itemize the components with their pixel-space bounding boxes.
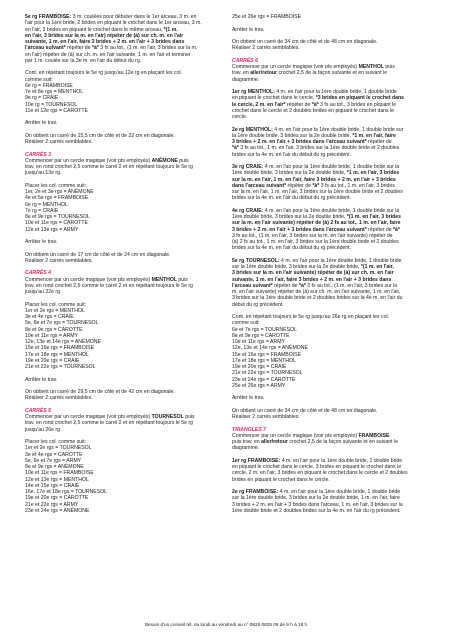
body-text: 23e et 24e rgs = ANÉMONE <box>25 507 90 514</box>
paragraph <box>232 27 429 33</box>
body-text: 4 m. en l'air pour la 1ère double bride, 1 double bride sur la <box>263 207 400 214</box>
body-text: 1er, 2e et 3e rgs = ANÉMONE <box>25 189 94 195</box>
body-text: Placer les col. comme suit: <box>25 182 87 189</box>
paragraph <box>25 133 223 146</box>
text-line <box>232 383 429 389</box>
body-text: 4 m. en l'air pour la 1ère double bride, 1 double bride <box>278 489 401 495</box>
body-text: On obtient un carré de 34 cm de côté et de 48 cm en diagonale. <box>232 39 378 45</box>
body-text: 3e et 4e rgs = CAROTTE <box>25 451 83 458</box>
body-text: cercle, 2 m. en l'air, 3 brides en piquant le crochet dans le cercle et 2 doubles <box>232 470 408 477</box>
section-heading: CARRÉS 4 <box>25 270 51 277</box>
paragraph <box>25 377 223 383</box>
body-text: 8e et 9e rgs = ANÉMONE <box>25 464 84 470</box>
text-line <box>25 239 223 245</box>
body-text: Réaliser 2 carrés semblables. <box>232 45 300 52</box>
paragraph <box>25 70 223 114</box>
body-text: crochet dans le cercle et 2 doubles brides en piquant le crochet dans le <box>232 107 395 114</box>
body-text: 12e et 13e rgs = MENTHOL <box>25 476 89 483</box>
paragraph <box>232 58 429 83</box>
body-text: m. en l'air suivante) répéter de (à) sur ch. m. en l'air suivante, 1 m. en l'air, <box>232 289 401 295</box>
body-text: 14e et 15e rgs = CRAIE <box>25 482 80 489</box>
bold-text: l'arceau suivant* <box>25 45 66 52</box>
bold-text: *1 m. en l'air, 3 brides <box>346 170 400 177</box>
text-line <box>232 477 429 483</box>
body-text: Réaliser 2 carrés semblables. <box>25 257 93 264</box>
bold-text: 4e rg CRAIE: <box>232 207 264 214</box>
body-text: jusqu'au 22e rg. <box>25 289 62 295</box>
body-text: 4 m. en l'air pour la 1ère double bride, 1 double bride sur la <box>263 164 400 170</box>
body-text: 16e, 17e et 18e rgs = TOURNESOL <box>25 489 107 495</box>
body-text: 10e et 11e rgs = ARMY <box>232 339 285 345</box>
bold-text: *(1 m. <box>163 26 178 33</box>
body-text: 19e et 20e rgs = CAROTTE <box>25 495 89 502</box>
body-text: 4 m. en l'air pour la 1ère double bride, 1 double bride sur <box>272 126 404 133</box>
body-text: 4 m. en l'air pour la 1ère double bride, 1 double bride <box>279 257 402 264</box>
body-text: 8e et 9e rgs = TOURNESOL <box>25 214 90 220</box>
body-text: 19e et 20e rgs = CRAIE <box>25 357 80 364</box>
text-line <box>25 427 223 433</box>
body-text: Arrêter le trav. <box>232 395 265 402</box>
body-text: 15e et 16e rgs = FRAMBOISE <box>232 351 302 358</box>
bold-text: FRAMBOISE <box>358 432 390 439</box>
bold-text: *à* <box>311 101 319 108</box>
bold-text: MENTHOL <box>151 276 177 283</box>
text-line <box>25 364 223 370</box>
paragraph <box>25 252 223 265</box>
body-text: Commencer par un cercle magique (voir pts employés) <box>232 64 359 70</box>
body-text: 6e rg = MENTHOL <box>25 201 68 208</box>
body-text: Commencer par un cercle magique (voir pts employés) <box>25 276 152 283</box>
body-text: Placer les col. comme suit: <box>25 439 87 445</box>
bold-text: *à* <box>298 282 306 289</box>
body-text: 3 fs au tot., 3 brides en piquant le <box>318 101 397 108</box>
body-text: l'air pour la 1ère bride, 2 brides en piquant le crochet dans le 1er arceau, 3 m. <box>25 20 202 27</box>
body-text: On obtient un carré de 17 cm de côté et de 24 cm en diagonale. <box>25 251 171 258</box>
body-text: début du rg précédent. <box>232 301 284 308</box>
text-line <box>25 108 223 114</box>
paragraph <box>25 408 223 433</box>
body-text: Cont. en répétant toujours le 5e rg jusqu'au 26e rg en plaçant les col. <box>232 314 390 320</box>
body-text: Placer les col. comme suit: <box>25 301 87 308</box>
body-text: 6e et 7e rgs = TOURNESOL <box>232 326 297 333</box>
body-text: 11e et 12e rgs = CAROTTE <box>25 107 88 114</box>
body-text: brides en piquant le crochet dans le cercle. <box>232 476 330 483</box>
body-text: 12e, 13e et 14e rgs = ANÉMONE <box>232 345 308 352</box>
body-text: en piquant le crochet dans le cercle, 3 brides en piquant le crochet dans le <box>232 464 402 470</box>
body-text: On obtient un carré de 34 cm de côté et de 48 cm en diagonale. <box>232 407 378 414</box>
paragraph <box>25 239 223 245</box>
bold-text: 1er rg FRAMBOISE: <box>232 457 281 464</box>
body-text: comme suit: <box>25 76 53 83</box>
paragraph <box>232 39 429 52</box>
bold-text: 2e rg MENTHOL: <box>232 126 273 133</box>
bold-text: 3e rg CRAIE: <box>232 164 264 170</box>
body-text: cercle. <box>232 114 248 120</box>
body-text: 10e et 11e rgs = ARMY <box>25 332 78 339</box>
body-text: répéter de <box>286 182 313 189</box>
bold-text: 2e rg FRAMBOISE: <box>232 489 279 495</box>
paragraph <box>25 152 223 177</box>
bold-text: dans l'arceau suivant* <box>232 182 287 189</box>
bold-text: *à* <box>91 45 99 52</box>
text-column-right <box>232 14 429 514</box>
paragraph <box>232 208 429 252</box>
body-text: 5e, 6e et 7e rgs = TOURNESOL <box>25 320 99 327</box>
body-text: 1er et 2e rgs = TOURNESOL <box>25 445 92 452</box>
body-text: 1ère double bride et 2 doubles brides sur la 4e m. en l'air du rg précédent. <box>232 507 401 514</box>
body-text: 3 brides sur la 1ère double bride et 2 doubles brides sur la 4e m. en l'air du <box>232 295 403 302</box>
paragraph <box>25 14 223 64</box>
body-text: par 1 m. coulée sur la 3e m. en l'air du début du rg. <box>25 57 142 64</box>
paragraph <box>232 427 429 452</box>
body-text: Arrêter le trav. <box>25 120 58 127</box>
text-line <box>232 302 429 308</box>
body-text: 3 fs au tot., 1 m. en l'air, 3 brides sur la 1ère double bride et 2 doubles <box>238 145 400 152</box>
body-text: On obtient un carré de 29,5 cm de côté et de 42 cm en diagonale. <box>25 389 175 395</box>
body-text: 12e et 13e rgs = ARMY <box>25 226 79 233</box>
bold-text: *(1 m. en l'air, 3 brides <box>346 214 401 220</box>
paragraph <box>232 408 429 421</box>
body-text: en l'air, 3 brides en piquant le crochet dans le même arceau, <box>25 26 164 33</box>
body-text: 3 fs au tot., (1 m. en l'air, 3 brides sur la m. en l'air suivante) répéter de <box>232 232 393 239</box>
section-heading: CARRÉS 6 <box>232 57 258 64</box>
body-text: puis <box>177 276 188 283</box>
body-text: 3 fs au tot., (1 m. en l'air, 3 brides sur la <box>305 282 398 289</box>
body-text: Commencer par un cercle magique (voir pts employés) <box>232 432 359 439</box>
body-text: Réaliser 2 carrés semblables. <box>232 414 300 420</box>
text-line <box>232 508 429 514</box>
body-text: 1er et 2e rgs = MENTHOL <box>25 307 85 314</box>
section-heading: TRIANGLES 7 <box>232 426 266 433</box>
paragraph <box>232 164 429 202</box>
bold-text: *à* <box>232 145 239 152</box>
body-text: 4 m. en l'air pour la 1ère double bride, 1 double bride <box>280 457 403 464</box>
text-column-left <box>25 14 223 514</box>
bold-text: TOURNESOL <box>151 414 184 420</box>
paragraph <box>232 458 429 483</box>
bold-text: sur la m. en l'air, 1 m. en l'air, faire 3 brides + 2 m. en l'air + 3 brides <box>232 176 396 183</box>
paragraph <box>25 183 223 233</box>
body-text: 8e et 9e rgs = CAROTTE <box>232 332 290 339</box>
body-text: puis <box>177 157 189 164</box>
text-line <box>232 395 429 401</box>
bold-text: 5e rg FRAMBOISE: <box>25 14 72 20</box>
paragraph <box>25 120 223 126</box>
body-text: 17e et 18e rgs = MENTHOL <box>25 351 89 358</box>
text-line <box>25 120 223 126</box>
body-text: Réaliser 2 carrés semblables. <box>25 395 93 402</box>
text-line <box>232 445 429 451</box>
body-text: brides sur la 4e m. en l'air du début du rg précédent. <box>232 245 352 252</box>
body-text: jusqu'au 13e rg. <box>25 170 62 177</box>
body-text: Arrêter le trav. <box>25 376 58 383</box>
body-text: 6e rg = FRAMBOISE <box>25 82 73 89</box>
body-text: 10e et 11e rgs = FRAMBOISE <box>25 470 94 477</box>
text-line <box>25 395 223 401</box>
body-text: 3 m. coulées pour débuter dans le 1er arceau, 3 m. en <box>71 14 197 20</box>
bold-text: ANÉMONE <box>151 157 178 164</box>
bold-text: aller/retour <box>261 439 288 445</box>
body-text: comme suit: <box>232 320 260 327</box>
body-text: 12e, 13e et 14e rgs = ANÉMONE <box>25 339 101 345</box>
paragraph <box>232 89 429 120</box>
paragraph <box>25 270 223 295</box>
text-line <box>25 227 223 233</box>
body-text: brides sur la 4e m. en l'air du début du rg précédent. <box>232 195 352 202</box>
body-text: (à) 2 fs au tot., 1 m. en l'air, 3 brides sur la 1ère double bride et 2 doubles <box>232 239 399 245</box>
text-line <box>232 152 429 158</box>
text-line <box>232 14 429 20</box>
paragraph <box>232 314 429 389</box>
bold-text: l'arceau suivant* <box>232 282 273 289</box>
body-text: crochet 2,5 de la façon suivante et en suivant le <box>287 439 398 445</box>
body-text: répéter de <box>65 45 92 52</box>
paragraph <box>25 302 223 371</box>
body-text: 21e et 22e rgs = TOURNESOL <box>232 370 303 377</box>
text-line <box>232 195 429 201</box>
bold-text: 5e rg TOURNESOL: <box>232 257 280 264</box>
bold-text: *à* <box>312 182 320 189</box>
text-line <box>232 414 429 420</box>
body-text: Arrêter le trav. <box>25 239 58 245</box>
body-text: répéter de <box>366 139 392 145</box>
body-text: trav. en rond crochet 2,5 comme le carré 2 et en répétant toujours le 5e rg <box>25 164 193 170</box>
body-text: répéter de <box>285 101 312 108</box>
text-line <box>25 258 223 264</box>
body-text: 4 m. en l'air pour la 1ère double bride, 1 double bride <box>274 89 397 95</box>
text-line <box>232 114 429 120</box>
bold-text: *à* <box>393 226 400 233</box>
body-text: Cont. en répétant toujours le 5e rg jusqu'au 12e rg en plaçant les col. <box>25 70 183 77</box>
text-line <box>232 77 429 83</box>
body-text: 1ère double bride, 3 brides sur la 2e double bride, <box>232 170 347 177</box>
bold-text: 3 brides + 2 m. en l'air + 3 brides dans l'arceau suivant* <box>232 139 367 145</box>
body-text: 3 fs au tot., (1 m. en l'air, 3 brides sur la m. <box>98 45 198 52</box>
body-text: répéter de <box>366 226 394 233</box>
text-line <box>232 27 429 33</box>
body-text: 17e et 18e rgs = MENTHOL <box>232 357 296 364</box>
body-text: 19e et 20e rgs = CRAIE <box>232 364 287 370</box>
body-text: Arrêter le trav. <box>232 26 265 33</box>
bold-text: le cercle, 2 m. en l'air* <box>232 101 286 108</box>
body-text: 3 fs au tot., 1 m. en l'air, 3 brides <box>319 182 395 189</box>
body-text: puis trav. en <box>232 439 262 445</box>
paragraph <box>232 489 429 514</box>
bold-text: aller/retour <box>250 70 278 77</box>
body-text: 10e rg = TOURNESOL <box>25 101 78 108</box>
body-text: 25e et 26e rgs = ARMY <box>232 382 286 389</box>
body-text: trav. en rond crochet 2,5 comme le carré 2 et en répétant toujours le 5e rg <box>25 420 193 427</box>
body-text: 21e et 22e rgs = ARMY <box>25 501 79 508</box>
body-text: puis <box>384 64 395 70</box>
paragraph <box>232 127 429 158</box>
body-text: puis <box>183 414 195 420</box>
body-text: 8e et 9e rgs = CAROTTE <box>25 326 83 333</box>
body-text: 7e rg = CRAIE <box>25 207 59 214</box>
text-line <box>232 45 429 51</box>
body-text: la 1ère double bride, 3 brides sur la 2e double bride, <box>232 132 353 139</box>
bold-text: *1 m. en l'air, faire <box>352 132 396 139</box>
bold-text: sur la m. en l'air suivante) répéter de (à) 2 fs au tot., 1 m. en l'air, faire <box>232 220 401 227</box>
section-heading: CARRÉS 3 <box>25 151 51 158</box>
body-text: Commencer par un cercle magique (voir pts employés) <box>25 157 152 164</box>
body-text: 3 brides + 2 m. en l'air + 3 brides dans l'arceau, 1 m. en l'air, 3 brides sur la <box>232 501 403 508</box>
body-text: 5e, 6e et 7e rgs = ARMY <box>25 457 82 464</box>
body-text: sur la m. en l'air, 1 m. en l'air, 3 brides sur la 1ère double bride et 2 doubles <box>232 189 403 195</box>
paragraph <box>232 14 429 20</box>
text-line <box>25 508 223 514</box>
body-text: 9e rg = CRAIE <box>25 95 59 102</box>
body-text: trav. en <box>232 70 251 77</box>
paragraph <box>25 389 223 402</box>
bold-text: 3 brides + 2 m. en l'air + 3 brides dans l'arceau suivant* <box>232 226 367 233</box>
text-line <box>25 58 223 64</box>
bold-text: suivante, 1 m. en l'air, faire 3 brides + 2 m. en l'air + 3 brides dans <box>232 276 392 283</box>
body-text: sur la 1ère double bride, 3 brides sur la 2e double bride, 1 m. en l'air, faire <box>232 495 400 502</box>
body-text: jusqu'au 26e rg. <box>25 426 62 433</box>
body-text: 10e et 11e rgs = CAROTTE <box>25 220 88 227</box>
bold-text: *(1 m. en l'air, <box>360 264 394 270</box>
body-text: trav. en rond crochet 2,5 comme le carré 2 et en répétant toujours le 5e rg <box>25 282 193 289</box>
body-text: sur la 1ère double bride, 3 brides sur la 2e double bride, <box>232 264 361 270</box>
paragraph <box>232 258 429 308</box>
bold-text: *3 brides en piquant le crochet dans <box>315 95 405 102</box>
body-text: 25e et 26e rgs = FRAMBOISE <box>232 14 302 20</box>
body-text: 1ère double bride, 3 brides sur la 2e double bride, <box>232 214 347 220</box>
body-text: Commencer par un cercle magique (voir pts employés) <box>25 414 152 420</box>
text-line <box>25 170 223 176</box>
paragraph <box>232 395 429 401</box>
body-text: diagramme. <box>232 445 260 452</box>
body-text: crochet 2,5 de la façon suivante et en suivant le <box>277 70 388 77</box>
body-text: On obtient un carré de 15,5 cm de côté et de 22 cm en diagonale. <box>25 132 175 139</box>
bold-text: suivante, 1 m. en l'air, faire 3 brides + 2 m. en l'air + 3 brides dans <box>25 39 185 45</box>
body-text: en l'air) répéter de (à) sur ch. m. en l'air suivante, 1 m. en l'air et terminer <box>25 51 191 58</box>
body-text: diagramme. <box>232 76 260 83</box>
paragraph <box>25 439 223 514</box>
body-text: 4e et 5e rgs = FRAMBOISE <box>25 195 89 202</box>
bold-text: 1er rg MENTHOL: <box>232 89 275 95</box>
section-heading: CARRÉS 5 <box>25 407 51 414</box>
text-line <box>25 289 223 295</box>
body-text: 23e et 24e rgs = CAROTTE <box>232 376 296 383</box>
body-text: en piquant le crochet dans le cercle, <box>232 95 316 102</box>
body-text: brides sur la 4e m. en l'air du début du rg précédent. <box>232 151 352 158</box>
body-text: répéter de <box>272 282 299 289</box>
body-text: 21e et 22e rgs = TOURNESOL <box>25 364 96 370</box>
text-line <box>232 245 429 251</box>
bold-text: en l'air, 3 brides sur la m. en l'air) répéter de (à) sur ch. m. en l'air <box>25 32 184 39</box>
bold-text: 3 brides sur la m. en l'air suivante) répéter de (à) sur ch. m. en l'air <box>232 270 394 277</box>
body-text: 3e et 4e rgs = CRAIE <box>25 314 74 320</box>
page-footer: Besoin d'un conseil tél. du lundi au vendredi au n° 0825 0825 09 de 9 h à 18 h <box>144 622 308 627</box>
text-line <box>25 139 223 145</box>
bold-text: MENTHOL <box>358 64 384 70</box>
body-text: Réaliser 2 carrés semblables. <box>25 139 93 145</box>
body-text: 7e et 8e rgs = MENTHOL <box>25 89 84 95</box>
body-text: 15e et 16e rgs = FRAMBOISE <box>25 345 95 352</box>
text-line <box>25 377 223 383</box>
